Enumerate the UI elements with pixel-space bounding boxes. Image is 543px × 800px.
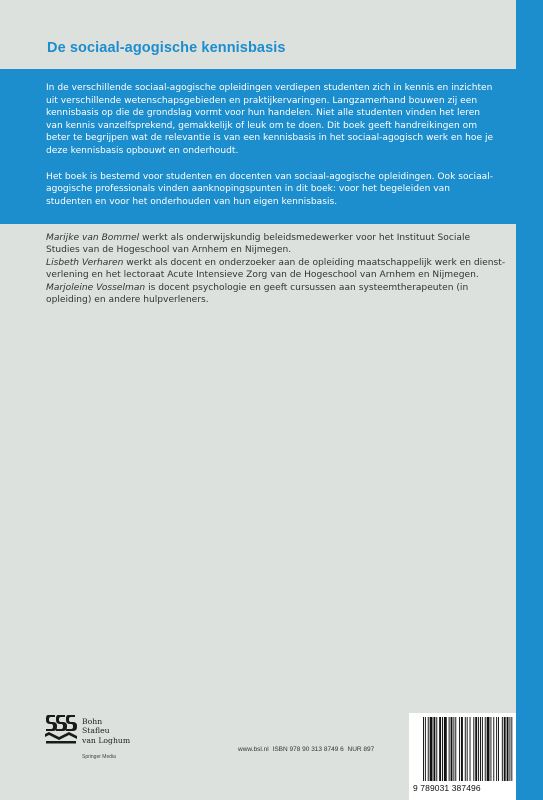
barcode-bar [504, 717, 506, 781]
barcode-bar [470, 717, 471, 781]
barcode-bar [507, 717, 509, 781]
barcode-bar [444, 717, 447, 781]
blurb-paragraph-2: Het boek is bestemd voor studenten en docenten van sociaal-agogische opleidingen. Ook sociaal-agogische professionals vinden aanknopingspunten in dit boek: voor het begeleiden van studenten en voor het onderhouden van hun eigen kennisbasis. [46, 171, 494, 207]
book-title: De sociaal-agogische kennisbasis [47, 40, 286, 56]
barcode-bar [428, 717, 429, 781]
author-bios [46, 232, 506, 306]
publisher-name-line: van Loghum [82, 735, 131, 745]
publisher-name-line: Bohn [82, 717, 103, 726]
barcode-bar [459, 717, 460, 781]
author-bio [46, 232, 506, 257]
website-url: www.bsl.nl [238, 746, 269, 753]
publication-info [238, 746, 376, 753]
author-bio [46, 257, 506, 282]
barcode-bar [433, 717, 435, 781]
barcode-bar [425, 717, 426, 781]
author-bio [46, 282, 506, 307]
barcode-bar [490, 717, 491, 781]
barcode-bar [475, 717, 477, 781]
barcode-panel [409, 713, 516, 800]
barcode-bar [467, 717, 468, 781]
blurb-text [46, 82, 496, 221]
barcode-bar [511, 717, 512, 781]
author-name: Lisbeth Verharen [46, 257, 124, 268]
publisher-subline: Springer Media [82, 754, 116, 760]
nur-code: NUR 897 [347, 746, 375, 753]
barcode-bar [485, 717, 486, 781]
barcode-bar [436, 717, 437, 781]
author-description: werkt als onderwijskundig beleidsmedewerker voor het Instituut Sociale Studies van de Hogeschool van Arnhem en Nijmegen. [46, 233, 471, 256]
barcode-bar [465, 717, 466, 781]
barcode-bar [498, 717, 499, 781]
publisher-logo-icon [44, 714, 78, 746]
barcode-bar [478, 717, 479, 781]
barcode-bar [473, 717, 474, 781]
publisher-name-line: Stafleu [82, 726, 110, 736]
isbn: ISBN 978 90 313 8749 6 [272, 746, 344, 753]
barcode-bar [482, 717, 483, 781]
barcode-bar [502, 717, 503, 781]
barcode-number: 9 789031 387496 [413, 783, 481, 793]
blurb-paragraph-1: In de verschillende sociaal-agogische opleidingen verdiepen studenten zich in kennis en inzichten uit verschillende wetenschapsgebieden en praktijkervaringen. Langzamerhand bouwen zij een kennisbasis op die de grondslag vormt voor hun handelen. Niet alle studenten vinden het leren van kennis vanzelfsprekend, gemakkelijk of leuk om te doen. Dit boek geeft handreikingen om beter te begrijpen wat de relevantie is van een kennisbasis in het sociaal-agogisch werk en hoe je deze kennisbasis opbouwt en onderhoudt. [46, 83, 494, 156]
barcode-bar [461, 717, 463, 781]
isbn-barcode [423, 717, 513, 783]
barcode-bar [423, 717, 424, 781]
barcode-bar [449, 717, 450, 781]
barcode-bar [453, 717, 454, 781]
author-name: Marjoleine Vosselman [46, 282, 146, 293]
barcode-bar [493, 717, 494, 781]
barcode-bar [439, 717, 441, 781]
publisher-logo [44, 714, 164, 764]
barcode-bar [430, 717, 433, 781]
barcode-bar [509, 717, 510, 781]
barcode-bar [455, 717, 456, 781]
author-description: werkt als docent en onderzoeker aan de opleiding maatschappelijk werk en dienstverlening en het lectoraat Acute Intensieve Zorg van de Hogeschool van Arnhem en Nijmegen. [46, 257, 506, 281]
barcode-bar [451, 717, 453, 781]
barcode-bar [480, 717, 481, 781]
barcode-bar [496, 717, 497, 781]
author-name: Marijke van Bommel [46, 233, 140, 243]
publisher-name [82, 717, 130, 745]
author-description: is docent psychologie en geeft cursussen aan systeemtherapeuten (in opleiding) en andere hulpverleners. [46, 282, 469, 306]
barcode-bar [487, 717, 490, 781]
barcode-bar [442, 717, 443, 781]
